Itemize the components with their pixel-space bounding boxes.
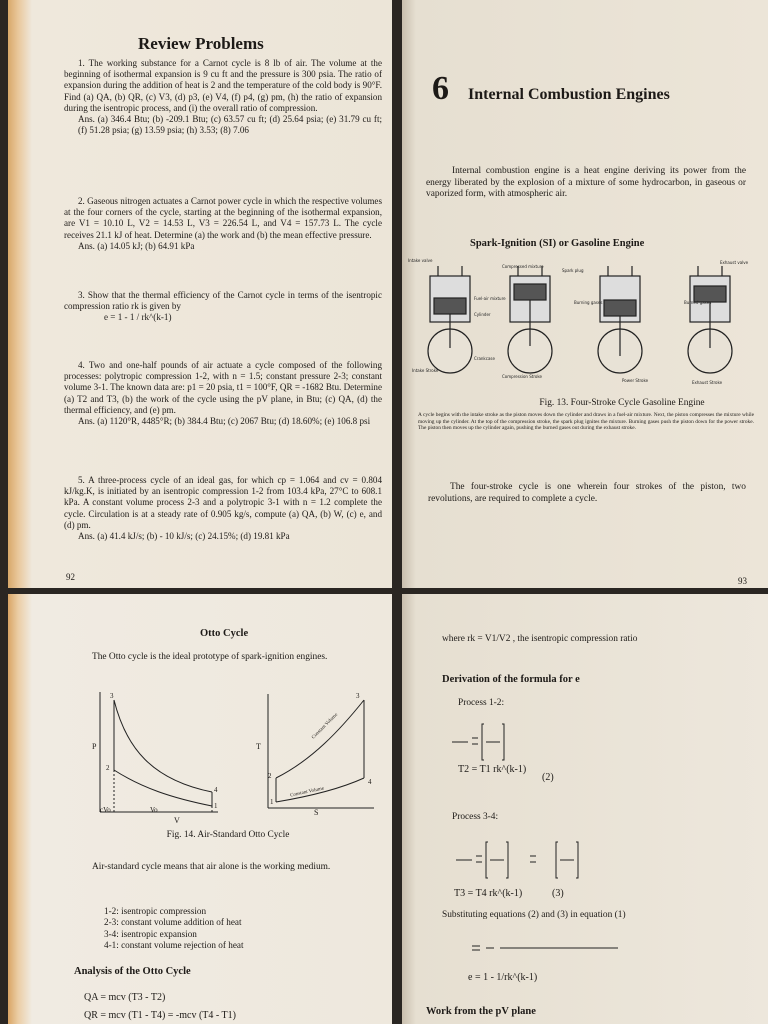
section-heading: Spark-Ignition (SI) or Gasoline Engine xyxy=(470,238,645,249)
analysis-heading: Analysis of the Otto Cycle xyxy=(74,966,191,977)
problem-answer: Ans. (a) 346.4 Btu; (b) -209.1 Btu; (c) 63.57 cu ft; (d) 25.64 psia; (e) 31.79 cu ft; (f) 51.28 psia; (g) 13.59 psia; (h) 3.53; (8) 7.06 xyxy=(78,114,382,136)
pv-axis-p: P xyxy=(92,742,97,751)
pv-point-4: 4 xyxy=(214,786,218,794)
problem-text: 1. The working substance for a Carnot cycle is 8 lb of air. The volume at the beginning of isothermal expansion is 9 cu ft and the pressure is 300 psia. The ratio of expansion during the addition of heat is 2 and the temperature of the cold body is 90°F. Find (a) QA, (b) QR, (c) V3, (d) p3, (e) V4, (f) p4, (g) pm, (h) the ratio of expansion during the isentropic process, and (i) the overall ratio of compression. xyxy=(64,58,382,113)
problem-1 xyxy=(64,58,382,136)
pv-clearance-label: cVo xyxy=(100,806,111,814)
label-spark-plug: Spark plug xyxy=(562,268,584,273)
problem-text: 4. Two and one-half pounds of air actuate a cycle composed of the following processes: polytropic compression 1-2, with n = 1.5; constant pressure 2-3; constant volume 3-1. The known data are: p1 = 20 psia, t1 = 100°F, QR = -1682 Btu. Determine (a) T2 and T3, (b) the work of the cycle using the pV plane, in Btu; (c) QA, (d) the thermal efficiency, and (e) pm. xyxy=(64,360,382,415)
efficiency-expression xyxy=(468,928,628,964)
process-item: 2-3: constant volume addition of heat xyxy=(104,917,242,928)
problem-text: 3. Show that the thermal efficiency of the Carnot cycle in terms of the isentropic compression ratio rk is given by xyxy=(64,290,382,312)
problem-3 xyxy=(64,290,382,324)
carnot-efficiency-formula: e = 1 - 1 / rk^(k-1) xyxy=(104,312,172,323)
temperature-ratio-3-4 xyxy=(450,834,600,886)
pv-point-3: 3 xyxy=(110,692,114,700)
problem-text: 5. A three-process cycle of an ideal gas, for which cp = 1.064 and cv = 0.804 kJ/kg.K, is initiated by an isentropic compression 1-2 from 103.4 kPa, 27°C to 608.1 kPa. A constant volume process 2-3 and a polytropic 3-1 with n = 1.2 complete the cycle. Circulation is at a steady rate of 0.905 kg/s, compute (a) QA, (b) W, (c) e, and (d) pm. xyxy=(64,475,382,530)
process-item: 3-4: isentropic expansion xyxy=(104,928,197,939)
equation-3: T3 = T4 rk^(k-1) xyxy=(454,888,523,899)
problem-answer: Ans. (a) 41.4 kJ/s; (b) - 10 kJ/s; (c) 24.15%; (d) 19.81 kPa xyxy=(78,531,290,542)
page-number: 93 xyxy=(738,576,747,586)
equation-2-number: (2) xyxy=(542,772,554,783)
air-standard-paragraph: Air-standard cycle means that air alone is the working medium. xyxy=(92,862,331,872)
label-power-stroke: Power Stroke xyxy=(622,378,649,383)
substitution-text: Substituting equations (2) and (3) in equation (1) xyxy=(442,910,626,920)
label-exhaust-valve: Exhaust valve xyxy=(720,260,749,265)
heat-added-equation: QA = mcv (T3 - T2) xyxy=(84,992,166,1003)
figure-13-caption: Fig. 13. Four-Stroke Cycle Gasoline Engine xyxy=(539,398,705,408)
label-burning-gases: Burning gases xyxy=(574,300,603,305)
temperature-ratio-1-2 xyxy=(446,716,516,768)
heat-rejected-equation: QR = mcv (T1 - T4) = -mcv (T4 - T1) xyxy=(84,1010,236,1021)
label-intake-valve: Intake valve xyxy=(408,258,433,263)
label-cylinder: Cylinder xyxy=(474,312,491,317)
problem-5 xyxy=(64,475,382,542)
derivation-heading: Derivation of the formula for e xyxy=(442,674,580,685)
label-fuel-air: Fuel-air mixture xyxy=(474,296,506,301)
ts-diagram xyxy=(252,690,378,814)
process-item: 1-2: isentropic compression xyxy=(104,906,207,916)
equation-3-number: (3) xyxy=(552,888,564,899)
compression-ratio-definition: where rk = V1/V2 , the isentropic compression ratio xyxy=(442,634,638,644)
process-3-4-label: Process 3-4: xyxy=(452,812,499,822)
figure-14-caption: Fig. 14. Air-Standard Otto Cycle xyxy=(166,830,290,840)
label-compressed-mixture: Compressed mixture xyxy=(502,264,544,269)
label-burned-gases: Burned gases xyxy=(684,300,712,305)
process-list xyxy=(104,906,244,952)
page-derivation xyxy=(402,594,768,1024)
ts-constant-volume-top: Constant Volume xyxy=(311,712,340,741)
pv-point-1: 1 xyxy=(214,802,218,810)
otto-intro: The Otto cycle is the ideal prototype of spark-ignition engines. xyxy=(92,652,328,662)
equation-2: T2 = T1 rk^(k-1) xyxy=(458,764,527,775)
label-exhaust-stroke: Exhaust Stroke xyxy=(692,380,723,385)
work-heading: Work from the pV plane xyxy=(426,1006,536,1017)
page-93 xyxy=(402,0,768,588)
page-92 xyxy=(8,0,392,588)
four-stroke-engine-diagram xyxy=(410,256,762,392)
ts-point-3: 3 xyxy=(356,692,360,700)
pv-displacement-label: Vo xyxy=(150,806,158,814)
page-number: 92 xyxy=(66,572,75,582)
problem-answer: Ans. (a) 14.05 kJ; (b) 64.91 kPa xyxy=(78,240,195,251)
process-1-2-label: Process 1-2: xyxy=(458,698,505,708)
label-crankcase: Crankcase xyxy=(474,356,495,361)
problem-4 xyxy=(64,360,382,427)
process-item: 4-1: constant volume rejection of heat xyxy=(104,940,244,951)
ts-axis-s: S xyxy=(314,808,319,817)
ts-point-1: 1 xyxy=(270,798,274,806)
label-intake-stroke: Intake Stroke xyxy=(412,368,439,373)
problem-text: 2. Gaseous nitrogen actuates a Carnot power cycle in which the respective volumes at the four corners of the cycle, starting at the beginning of the isothermal expansion, are V1 = 10.10 L, V2 = 14.53 L, V3 = 226.54 L, and V4 = 157.73 L. The cycle receives 21.1 kJ of heat. Determine (a) the work and (b) the mean effective pressure. xyxy=(64,196,382,240)
pv-diagram xyxy=(92,688,222,818)
problem-answer: Ans. (a) 1120°R, 4485°R; (b) 384.4 Btu; (c) 2067 Btu; (d) 18.60%; (e) 106.8 psi xyxy=(78,416,371,427)
ts-point-2: 2 xyxy=(268,772,272,780)
final-efficiency-equation: e = 1 - 1/rk^(k-1) xyxy=(468,972,538,983)
figure-13-note: A cycle begins with the intake stroke as the piston moves down the cylinder and draws in a fuel-air mixture. Next, the piston compresses the mixture while moving up the cylinder. At the top of the compression stroke, the spark plug ignites the mixture. Burning gases push the piston down for the power stroke. The piston then moves up the cylinder again, pushing the burned gases out during the exhaust stroke. xyxy=(418,412,754,432)
four-stroke-paragraph: The four-stroke cycle is one wherein four strokes of the piston, two revolutions, are required to complete a cycle. xyxy=(428,482,746,504)
page-otto-cycle xyxy=(8,594,392,1024)
problem-2 xyxy=(64,196,382,252)
ts-point-4: 4 xyxy=(368,778,372,786)
chapter-number: 6 xyxy=(432,70,449,107)
chapter-title: Internal Combustion Engines xyxy=(468,86,670,103)
ts-axis-t: T xyxy=(256,742,261,751)
page-title: Review Problems xyxy=(138,34,264,53)
pv-axis-v: V xyxy=(174,816,180,825)
ts-constant-volume-bottom: Constant Volume xyxy=(289,786,325,799)
section-heading: Otto Cycle xyxy=(200,628,249,639)
intro-paragraph: Internal combustion engine is a heat engine deriving its power from the energy liberated by the explosion of a mixture of some hydrocarbon, in gaseous or vaporized form, with atmospheric air. xyxy=(426,166,746,200)
label-compression-stroke: Compression Stroke xyxy=(502,374,542,379)
pv-point-2: 2 xyxy=(106,764,110,772)
